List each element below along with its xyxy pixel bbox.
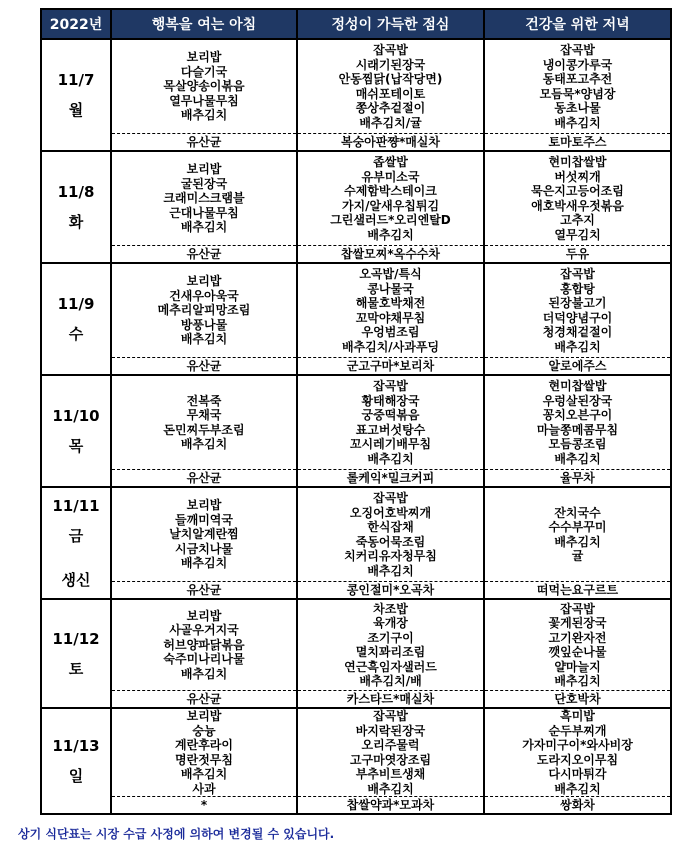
lunch-menu-item: 궁중떡볶음 — [361, 408, 420, 422]
dinner-menu-item: 배추김치 — [554, 674, 601, 688]
day-weekday: 화 — [68, 213, 84, 231]
day-weekday: 토 — [68, 659, 84, 678]
lunch-menu-item: 차조밥 — [373, 601, 408, 616]
breakfast-menu-cell — [111, 39, 297, 134]
dinner-menu-item: 도라지오이무침 — [536, 752, 619, 767]
lunch-menu-item: 쫑상추겉절이 — [355, 101, 426, 115]
snack-breakfast-cell: 유산균 — [111, 134, 297, 152]
lunch-menu-item: 멸치꽈리조림 — [355, 645, 426, 659]
day-snack-row — [41, 134, 671, 152]
lunch-menu-item: 표고버섯탕수 — [355, 422, 426, 437]
day-date: 11/8 — [57, 183, 95, 201]
day-snack-row — [41, 470, 671, 488]
day-date: 11/12 — [52, 629, 100, 648]
breakfast-menu-cell — [111, 708, 297, 797]
breakfast-menu-item: 숙주미나리나물 — [163, 652, 245, 667]
dinner-menu-cell — [484, 708, 671, 797]
breakfast-menu-item: 배추김치 — [180, 767, 228, 781]
breakfast-menu-item: 전복죽 — [186, 393, 222, 408]
header-year: 2022년 — [41, 9, 111, 39]
breakfast-menu-item: 사과 — [192, 781, 216, 796]
dinner-menu-item: 잔치국수 — [554, 505, 601, 520]
day-meal-row — [41, 708, 671, 797]
day-meal-row — [41, 599, 671, 691]
lunch-menu-item: 배추김치 — [367, 227, 414, 242]
lunch-menu-item: 배추김치/귤 — [359, 115, 422, 130]
lunch-menu-item: 연근흑임자샐러드 — [344, 659, 437, 674]
lunch-menu-item: 잡곡밥 — [373, 43, 408, 57]
breakfast-menu-item: 시금치나물 — [175, 541, 233, 556]
day-weekday: 목 — [68, 437, 84, 455]
dinner-menu-item: 순두부찌개 — [548, 723, 607, 738]
dinner-menu-item: 깻잎순나물 — [548, 645, 607, 659]
dinner-menu-item: 된장불고기 — [548, 296, 607, 310]
breakfast-menu-item: 보리밥 — [186, 274, 222, 289]
snack-dinner-cell: 토마토주스 — [484, 134, 671, 152]
lunch-menu-cell — [297, 487, 484, 582]
dinner-menu-cell — [484, 39, 671, 134]
lunch-menu-item: 육개장 — [373, 616, 408, 630]
dinner-menu-item: 다시마튀각 — [548, 767, 607, 781]
dinner-menu-item: 귤 — [571, 549, 584, 563]
lunch-menu-cell — [297, 263, 484, 358]
snack-dinner-cell: 단호박차 — [484, 691, 671, 709]
day-date: 11/13 — [52, 737, 100, 755]
dinner-menu-item: 꽁치오븐구이 — [542, 408, 613, 422]
breakfast-menu-item: 크래미스크램블 — [163, 191, 245, 206]
breakfast-menu-item: 보리밥 — [186, 709, 222, 723]
snack-breakfast-cell: * — [111, 797, 297, 815]
lunch-menu-cell — [297, 599, 484, 691]
lunch-menu-item: 우엉범조림 — [361, 325, 420, 339]
lunch-menu-item: 배추김치/사과푸딩 — [341, 339, 440, 354]
dinner-menu-item: 우렁살된장국 — [542, 393, 613, 408]
day-meal-row — [41, 263, 671, 358]
day-cell — [41, 151, 111, 263]
snack-lunch-cell: 찹쌀약과*모과차 — [297, 797, 484, 815]
dinner-menu-item: 동초나물 — [554, 101, 601, 115]
breakfast-menu-item: 들깨미역국 — [175, 512, 233, 527]
lunch-menu-item: 콩나물국 — [367, 281, 414, 296]
breakfast-menu-item: 근대나물무침 — [169, 205, 239, 220]
breakfast-menu-item: 날치알계란찜 — [169, 527, 239, 542]
day-date: 11/9 — [57, 295, 95, 313]
day-snack-row — [41, 797, 671, 815]
breakfast-menu-item: 돈민찌두부조림 — [163, 422, 245, 437]
dinner-menu-item: 열무김치 — [554, 227, 601, 242]
dinner-menu-item: 흑미밥 — [560, 709, 595, 723]
dinner-menu-item: 수수부꾸미 — [548, 520, 607, 534]
lunch-menu-item: 수제함박스테이크 — [344, 184, 437, 198]
breakfast-menu-cell — [111, 151, 297, 246]
dinner-menu-cell — [484, 151, 671, 246]
lunch-menu-item: 오리주물럭 — [361, 738, 420, 752]
dinner-menu-item: 냉이콩가루국 — [542, 57, 613, 72]
snack-breakfast-cell: 유산균 — [111, 691, 297, 709]
lunch-menu-cell — [297, 375, 484, 470]
lunch-menu-item: 고구마엿장조림 — [349, 752, 432, 767]
day-date: 11/11 — [52, 497, 100, 515]
breakfast-menu-cell — [111, 599, 297, 691]
lunch-menu-item: 좁쌀밥 — [373, 155, 408, 169]
day-date: 11/10 — [52, 407, 100, 425]
lunch-menu-cell — [297, 708, 484, 797]
day-date: 11/7 — [57, 71, 95, 89]
dinner-menu-cell — [484, 375, 671, 470]
dinner-menu-item: 모듬콩조림 — [548, 437, 607, 451]
day-weekday: 월 — [68, 101, 84, 119]
dinner-menu-item: 배추김치 — [554, 339, 601, 354]
day-cell — [41, 487, 111, 599]
day-cell — [41, 263, 111, 375]
lunch-menu-item: 잡곡밥 — [373, 709, 408, 723]
lunch-menu-item: 오징어호박찌개 — [349, 505, 432, 520]
lunch-menu-cell — [297, 39, 484, 134]
dinner-menu-item: 홍합탕 — [560, 281, 595, 296]
dinner-menu-item: 현미찹쌀밥 — [548, 155, 607, 169]
snack-lunch-cell: 복숭아판쨩*매실차 — [297, 134, 484, 152]
lunch-menu-item: 한식잡채 — [367, 520, 414, 534]
snack-lunch-cell: 롤케익*밀크커피 — [297, 470, 484, 488]
lunch-menu-item: 꼬막야채무침 — [355, 310, 426, 325]
day-weekday: 수 — [68, 325, 84, 343]
dinner-menu-item: 배추김치 — [554, 781, 601, 796]
dinner-menu-item: 버섯찌개 — [554, 169, 601, 184]
dinner-menu-item: 애호박새우젓볶음 — [531, 198, 624, 213]
snack-dinner-cell: 떠먹는요구르트 — [484, 582, 671, 600]
snack-breakfast-cell: 유산균 — [111, 358, 297, 376]
header-breakfast: 행복을 여는 아침 — [111, 9, 297, 39]
breakfast-menu-item: 방풍나물 — [180, 317, 228, 332]
lunch-menu-item: 가지/알새우칩튀김 — [341, 198, 440, 213]
breakfast-menu-item: 보리밥 — [186, 162, 222, 177]
dinner-menu-cell — [484, 263, 671, 358]
dinner-menu-cell — [484, 599, 671, 691]
lunch-menu-item: 배추김치 — [367, 451, 414, 466]
breakfast-menu-item: 허브양파닭볶음 — [163, 637, 245, 652]
day-meal-row — [41, 487, 671, 582]
day-snack-row — [41, 246, 671, 264]
lunch-menu-item: 해물호박채전 — [355, 296, 426, 310]
lunch-menu-item: 치커리유자청무침 — [344, 549, 437, 563]
snack-dinner-cell: 율무차 — [484, 470, 671, 488]
breakfast-menu-cell — [111, 263, 297, 358]
snack-breakfast-cell: 유산균 — [111, 246, 297, 264]
breakfast-menu-item: 다슬기국 — [180, 64, 228, 79]
lunch-menu-item: 시래기된장국 — [355, 57, 426, 72]
lunch-menu-item: 죽동어묵조림 — [355, 534, 426, 549]
lunch-menu-item: 조기구이 — [367, 630, 414, 645]
breakfast-menu-item: 사골우거지국 — [169, 623, 239, 638]
header-lunch: 정성이 가득한 점심 — [297, 9, 484, 39]
breakfast-menu-item: 목살양송이볶음 — [163, 79, 245, 94]
day-snack-row — [41, 691, 671, 709]
dinner-menu-item: 배추김치 — [554, 534, 601, 549]
day-cell — [41, 39, 111, 151]
lunch-menu-item: 배추김치 — [367, 781, 414, 796]
lunch-menu-item: 황태해장국 — [361, 393, 420, 408]
breakfast-menu-cell — [111, 487, 297, 582]
day-weekday: 일 — [68, 767, 84, 785]
breakfast-menu-item: 굴된장국 — [180, 176, 228, 191]
dinner-menu-item: 꽃게된장국 — [548, 616, 607, 630]
snack-lunch-cell: 콩인절미*오곡차 — [297, 582, 484, 600]
lunch-menu-item: 배추김치 — [367, 563, 414, 578]
day-snack-row — [41, 358, 671, 376]
lunch-menu-cell — [297, 151, 484, 246]
breakfast-menu-item: 메추리알피망조림 — [157, 303, 251, 318]
breakfast-menu-item: 무채국 — [186, 408, 222, 422]
day-snack-row — [41, 582, 671, 600]
day-event: 생신 — [61, 571, 91, 589]
breakfast-menu-item: 배추김치 — [180, 220, 228, 235]
dinner-menu-item: 잡곡밥 — [560, 601, 595, 616]
lunch-menu-item: 배추김치/배 — [359, 674, 422, 688]
breakfast-menu-item: 배추김치 — [180, 332, 228, 347]
breakfast-menu-item: 배추김치 — [180, 556, 228, 571]
lunch-menu-item: 안동찜닭(납작당면) — [338, 72, 443, 86]
snack-dinner-cell: 두유 — [484, 246, 671, 264]
dinner-menu-item: 고기완자전 — [548, 630, 607, 645]
breakfast-menu-item: 계란후라이 — [175, 738, 233, 752]
dinner-menu-item: 가자미구이*와사비장 — [522, 738, 633, 752]
dinner-menu-item: 얄마늘지 — [554, 659, 601, 674]
snack-breakfast-cell: 유산균 — [111, 582, 297, 600]
lunch-menu-item: 꼬시레기배무침 — [349, 437, 432, 451]
day-cell — [41, 708, 111, 814]
breakfast-menu-item: 보리밥 — [186, 498, 222, 513]
breakfast-menu-item: 보리밥 — [186, 608, 222, 623]
dinner-menu-item: 묵은지고등어조림 — [531, 184, 624, 198]
lunch-menu-item: 그린샐러드*오리엔탈D — [330, 213, 451, 227]
lunch-menu-item: 잡곡밥 — [373, 379, 408, 393]
breakfast-menu-item: 배추김치 — [180, 437, 228, 451]
dinner-menu-cell — [484, 487, 671, 582]
header-dinner: 건강을 위한 저녁 — [484, 9, 671, 39]
snack-lunch-cell: 군고구마*보리차 — [297, 358, 484, 376]
breakfast-menu-item: 명란젓무침 — [175, 752, 233, 767]
breakfast-menu-item: 배추김치 — [180, 108, 228, 123]
breakfast-menu-item: 배추김치 — [180, 666, 228, 681]
day-cell — [41, 375, 111, 487]
breakfast-menu-item: 숭늉 — [192, 723, 216, 738]
dinner-menu-item: 배추김치 — [554, 451, 601, 466]
lunch-menu-item: 유부미소국 — [361, 169, 420, 184]
snack-dinner-cell: 알로에주스 — [484, 358, 671, 376]
day-meal-row — [41, 39, 671, 134]
menu-table — [40, 8, 672, 815]
snack-lunch-cell: 카스타드*매실차 — [297, 691, 484, 709]
breakfast-menu-cell — [111, 375, 297, 470]
day-weekday: 금 — [68, 527, 84, 545]
breakfast-menu-item: 건새우아욱국 — [169, 288, 239, 303]
menu-body — [41, 39, 671, 814]
menu-change-notice: 상기 식단표는 시장 수급 사정에 의하여 변경될 수 있습니다. — [18, 827, 335, 841]
snack-dinner-cell: 쌍화차 — [484, 797, 671, 815]
dinner-menu-item: 현미찹쌀밥 — [548, 379, 607, 393]
dinner-menu-item: 잡곡밥 — [560, 267, 595, 281]
snack-breakfast-cell: 유산균 — [111, 470, 297, 488]
dinner-menu-item: 동태포고추전 — [542, 72, 613, 86]
dinner-menu-item: 잡곡밥 — [560, 43, 595, 57]
dinner-menu-item: 마늘쫑메콤무침 — [536, 422, 619, 437]
lunch-menu-item: 잡곡밥 — [373, 491, 408, 505]
breakfast-menu-item: 보리밥 — [186, 50, 222, 65]
day-cell — [41, 599, 111, 708]
dinner-menu-item: 청경채겉절이 — [542, 325, 613, 339]
lunch-menu-item: 오곡밥/특식 — [359, 267, 422, 281]
lunch-menu-item: 매쉬포테이토 — [355, 86, 426, 101]
breakfast-menu-item: 열무나물무침 — [169, 93, 239, 108]
day-meal-row — [41, 151, 671, 246]
lunch-menu-item: 바지락된장국 — [355, 723, 426, 738]
lunch-menu-item: 부추비트생채 — [355, 767, 426, 781]
header-row — [41, 9, 671, 39]
dinner-menu-item: 배추김치 — [554, 115, 601, 130]
dinner-menu-item: 모듬묵*양념장 — [539, 86, 616, 101]
dinner-menu-item: 더덕양념구이 — [542, 310, 613, 325]
dinner-menu-item: 고추지 — [560, 213, 595, 227]
snack-lunch-cell: 찹쌀모찌*옥수수차 — [297, 246, 484, 264]
day-meal-row — [41, 375, 671, 470]
